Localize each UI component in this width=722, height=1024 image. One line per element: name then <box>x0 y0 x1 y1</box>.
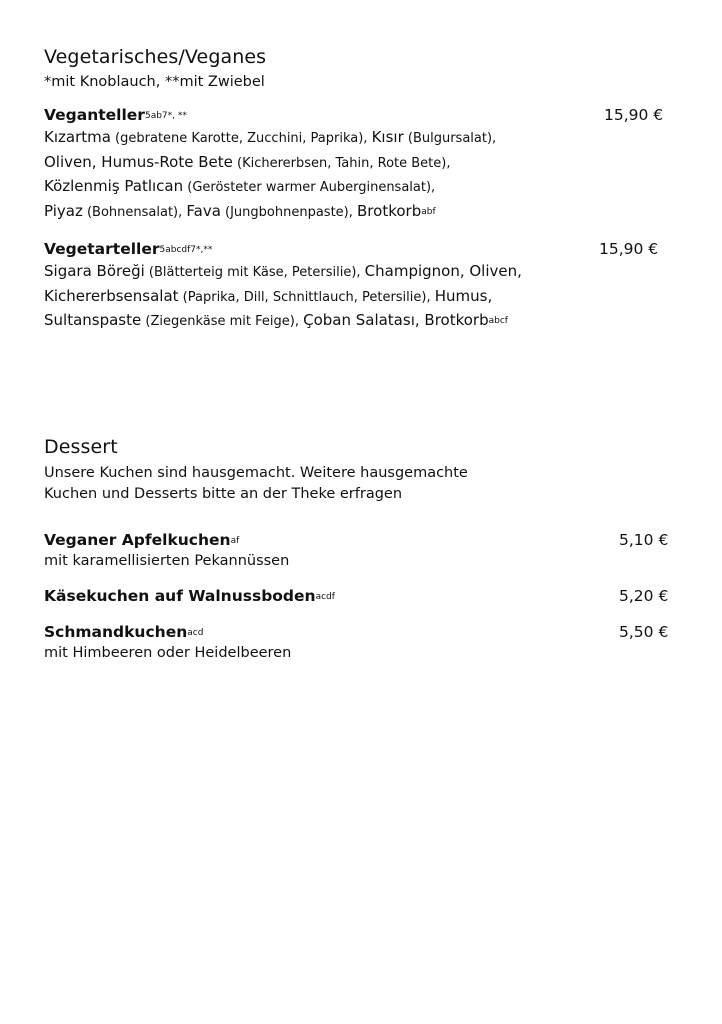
description-text: Çoban Salatası, Brotkorb <box>303 311 489 329</box>
description-text: Kısır <box>371 128 404 146</box>
allergen-codes: acdf <box>315 592 335 602</box>
item-subtitle: mit karamellisierten Pekannüssen <box>44 553 290 569</box>
item-description <box>44 260 684 334</box>
item-name: Veganteller$^{5ab7*, **}$ <box>44 106 187 124</box>
description-text: (Blätterteig mit Käse, Petersilie), <box>144 265 365 280</box>
item-price: 15,90 € <box>599 240 659 258</box>
description-text: Piyaz <box>44 201 83 220</box>
section-title-vegetarian: Vegetarisches/Veganes <box>44 46 267 68</box>
description-text: Sultanspaste <box>44 311 142 329</box>
menu-item-veganer-apfelkuchen <box>44 529 684 572</box>
description-line <box>44 126 684 151</box>
allergen-codes: 5ab7*, ** <box>144 111 187 121</box>
description-text: (Paprika, Dill, Schnittlauch, Petersilie), <box>178 289 435 305</box>
menu-item-vegetarteller <box>44 238 684 334</box>
section-title-dessert: Dessert <box>44 436 118 458</box>
description-text: Kichererbsensalat <box>44 286 179 305</box>
item-name: Schmandkuchen$^{acd}$ <box>44 623 204 641</box>
allergen-codes: abcf <box>488 316 508 326</box>
description-text: (Jungbohnenpaste), <box>220 204 358 220</box>
description-text: (Bohnensalat), <box>82 204 187 220</box>
item-name: Vegetarteller$^{5abcdf7*,**}$ <box>44 240 213 258</box>
allergen-note: *mit Knoblauch, **mit Zwiebel <box>44 74 265 90</box>
description-text: (Ziegenkäse mit Feige), <box>141 314 304 329</box>
allergen-codes: abf <box>421 206 436 217</box>
item-description <box>44 126 684 224</box>
description-line <box>44 175 684 200</box>
description-line <box>44 285 684 310</box>
description-line <box>44 260 684 285</box>
description-text: Brotkorb <box>357 201 422 220</box>
menu-item-schmandkuchen <box>44 621 684 664</box>
description-text: Humus, <box>434 286 493 305</box>
description-text: Sigara Böreği <box>44 262 145 280</box>
menu-item-veganteller <box>44 104 684 224</box>
description-line <box>44 200 684 225</box>
description-text: (Kichererbsen, Tahin, Rote Bete), <box>232 155 451 171</box>
description-text: Fava <box>186 201 221 220</box>
description-text: Champignon, Oliven, <box>364 262 522 280</box>
description-text: Oliven, Humus-Rote Bete <box>44 152 233 171</box>
menu-item-kaesekuchen <box>44 585 684 607</box>
dessert-note: Unsere Kuchen sind hausgemacht. Weitere hausgemachte Kuchen und Desserts bitte an der Theke erfragen <box>44 465 468 502</box>
allergen-codes: af <box>230 536 240 546</box>
item-subtitle: mit Himbeeren oder Heidelbeeren <box>44 645 292 661</box>
item-name: Käsekuchen auf Walnussboden$^{acdf}$ <box>44 587 335 605</box>
description-text: (Bulgursalat), <box>403 131 497 146</box>
item-name: Veganer Apfelkuchen$^{af}$ <box>44 531 240 549</box>
description-line <box>44 309 684 334</box>
description-text: (Gerösteter warmer Auberginensalat), <box>183 180 436 195</box>
allergen-codes: acd <box>187 628 204 638</box>
description-text: Közlenmiş Patlıcan <box>44 177 184 195</box>
description-line <box>44 151 684 176</box>
item-price: 5,10 € <box>619 531 669 549</box>
item-price: 15,90 € <box>604 106 664 124</box>
description-text: Kızartma <box>44 128 111 146</box>
item-price: 5,50 € <box>619 623 669 641</box>
item-price: 5,20 € <box>619 587 669 605</box>
allergen-codes: 5abcdf7*,** <box>159 245 213 255</box>
description-text: (gebratene Karotte, Zucchini, Paprika), <box>110 131 372 146</box>
